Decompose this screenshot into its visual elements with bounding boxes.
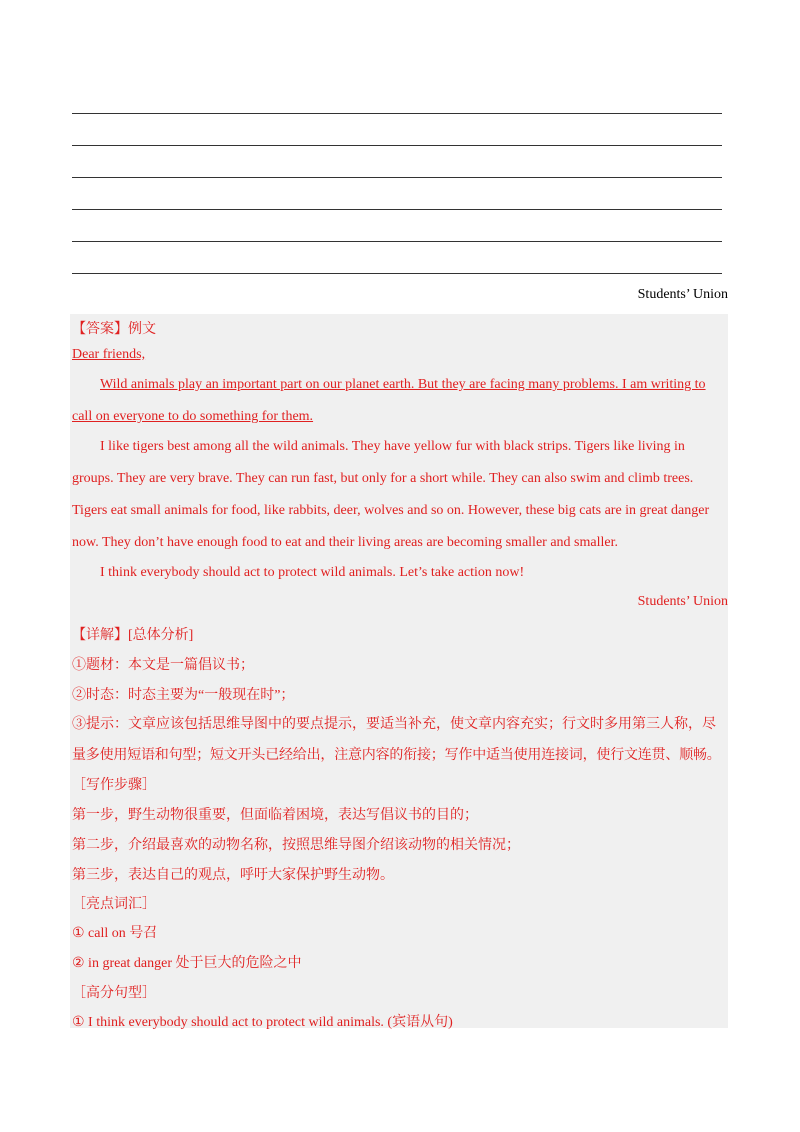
closing-signature: Students’ Union: [637, 287, 728, 302]
vocab-item-2: ② in great danger 处于巨大的危险之中: [72, 956, 302, 971]
vocab-item-1: ① call on 号召: [72, 926, 158, 941]
analysis-label: 【详解】[总体分析]: [72, 628, 194, 643]
writing-line-3: [72, 177, 722, 178]
letter-greeting: Dear friends,: [72, 347, 146, 362]
step-2: 第二步，介绍最喜欢的动物名称，按照思维导图介绍该动物的相关情况；: [72, 838, 520, 853]
intro-line-1: Wild animals play an important part on our planet earth. But they are facing many problems. I am writing to: [100, 377, 706, 392]
analysis-point-3: ③提示：文章应该包括思维导图中的要点提示，要适当补充，使文章内容充实；行文时多用第三人称，尽: [72, 717, 716, 732]
analysis-point-2: ②时态：时态主要为“一般现在时”；: [72, 688, 295, 703]
intro-line-2: call on everyone to do something for them.: [72, 409, 314, 424]
analysis-point-4: 量多使用短语和句型；短文开头已经给出，注意内容的衔接；写作中适当使用连接词，使行文连贯、顺畅。: [72, 748, 721, 763]
step-3: 第三步，表达自己的观点，呼吁大家保护野生动物。: [72, 868, 394, 883]
writing-line-5: [72, 241, 722, 242]
answer-label: 【答案】例文: [72, 322, 156, 337]
sentence-label: ［高分句型］: [72, 986, 156, 1001]
writing-line-2: [72, 145, 722, 146]
writing-line-6: [72, 273, 722, 274]
vocab-label: ［亮点词汇］: [72, 897, 156, 912]
writing-line-4: [72, 209, 722, 210]
ending-line: I think everybody should act to protect wild animals. Let’s take action now!: [100, 565, 525, 580]
body-line-1: I like tigers best among all the wild animals. They have yellow fur with black strips. Tigers like living in: [100, 439, 685, 454]
steps-label: ［写作步骤］: [72, 778, 156, 793]
body-line-3: Tigers eat small animals for food, like rabbits, deer, wolves and so on. However, these big cats are in great danger: [72, 503, 710, 518]
sentence-item-1: ① I think everybody should act to protect wild animals. (宾语从句): [72, 1015, 453, 1030]
answer-signature: Students’ Union: [637, 594, 728, 609]
analysis-point-1: ①题材：本文是一篇倡议书；: [72, 658, 254, 673]
body-line-2: groups. They are very brave. They can run fast, but only for a short while. They can also swim and climb trees.: [72, 471, 694, 486]
writing-line-1: [72, 113, 722, 114]
step-1: 第一步，野生动物很重要，但面临着困境，表达写倡议书的目的；: [72, 808, 478, 823]
body-line-4: now. They don’t have enough food to eat and their living areas are becoming smaller and smaller.: [72, 535, 618, 550]
